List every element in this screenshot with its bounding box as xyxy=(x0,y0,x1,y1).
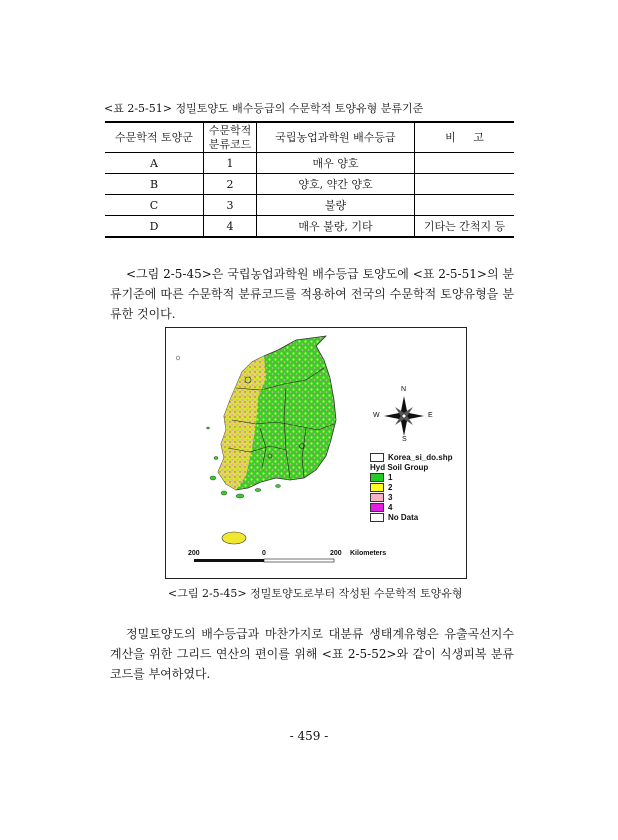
scale-left: 200 xyxy=(188,550,200,557)
legend-swatch xyxy=(370,473,384,482)
legend-swatch xyxy=(370,493,384,502)
figure-caption: <그림 2-5-45> 정밀토양도로부터 작성된 수문학적 토양유형 xyxy=(168,587,463,600)
cell-soil-group: B xyxy=(105,174,204,195)
cell-drainage-grade: 매우 양호 xyxy=(257,153,415,174)
header-drainage-grade: 국립농업과학원 배수등급 xyxy=(257,122,415,153)
legend-item-label: 4 xyxy=(388,503,393,512)
legend-boundary-label: Korea_si_do.shp xyxy=(388,453,453,462)
header-remarks: 비 고 xyxy=(415,122,515,153)
table-row xyxy=(105,216,514,238)
page-number: - 459 - xyxy=(289,729,329,743)
hydrologic-soil-table xyxy=(105,121,514,238)
legend-boundary xyxy=(370,453,452,462)
scale-unit: Kilometers xyxy=(350,550,387,557)
legend-swatch xyxy=(370,513,384,522)
map-legend xyxy=(370,453,462,523)
cell-class-code: 1 xyxy=(204,153,257,174)
legend-item xyxy=(370,513,418,522)
scale-mid: 0 xyxy=(262,550,266,557)
cell-soil-group: C xyxy=(105,195,204,216)
legend-swatch xyxy=(370,483,384,492)
table-header-row xyxy=(105,122,514,153)
header-soil-group: 수문학적 토양군 xyxy=(105,122,204,153)
legend-item xyxy=(370,483,392,492)
legend-item xyxy=(370,493,392,502)
cell-drainage-grade: 매우 불량, 기타 xyxy=(257,216,415,238)
table-row xyxy=(105,153,514,174)
paragraph-body: 정밀토양도의 배수등급과 마찬가지로 대분류 생태계유형은 유출곡선지수 계산을 위한 그리드 연산의 편이를 위해 <표 2-5-52>와 같이 식생피복 분류코드를 부여하였다. xyxy=(110,627,514,681)
cell-drainage-grade: 불량 xyxy=(257,195,415,216)
legend-item-label: 3 xyxy=(388,493,393,502)
table-row xyxy=(105,195,514,216)
scale-bar xyxy=(194,559,334,562)
compass-e: E xyxy=(428,412,433,419)
jeju-island xyxy=(222,532,246,544)
cell-class-code: 2 xyxy=(204,174,257,195)
legend-swatch xyxy=(370,503,384,512)
north-arrow-icon xyxy=(384,396,424,436)
compass-s: S xyxy=(402,436,407,443)
cell-remarks xyxy=(415,195,515,216)
cell-remarks xyxy=(415,174,515,195)
cell-soil-group: A xyxy=(105,153,204,174)
cell-drainage-grade: 양호, 약간 양호 xyxy=(257,174,415,195)
compass-w: W xyxy=(373,412,380,419)
cell-soil-group: D xyxy=(105,216,204,238)
legend-swatch xyxy=(370,453,384,462)
legend-item-label: 2 xyxy=(388,483,393,492)
scale-right: 200 xyxy=(330,550,342,557)
legend-title: Hyd Soil Group xyxy=(370,463,429,472)
cell-class-code: 3 xyxy=(204,195,257,216)
cell-remarks: 기타는 간척지 등 xyxy=(415,216,515,238)
cell-class-code: 4 xyxy=(204,216,257,238)
compass-n: N xyxy=(401,386,407,393)
header-class-code: 수문학적 분류코드 xyxy=(204,122,257,153)
paragraph-intro: <그림 2-5-45>은 국립농업과학원 배수등급 토양도에 <표 2-5-51>의 분류기준에 따른 수문학적 분류코드를 적용하여 전국의 수문학적 토양유형을 분류한 것이다. xyxy=(110,267,514,321)
legend-item-label: 1 xyxy=(388,473,393,482)
table-row xyxy=(105,174,514,195)
legend-item xyxy=(370,473,392,482)
legend-item xyxy=(370,503,392,512)
legend-item-label: No Data xyxy=(388,513,419,522)
table-caption: <표 2-5-51> 정밀토양도 배수등급의 수문학적 토양유형 분류기준 xyxy=(104,102,424,115)
cell-remarks xyxy=(415,153,515,174)
soil-map-figure xyxy=(165,327,467,579)
